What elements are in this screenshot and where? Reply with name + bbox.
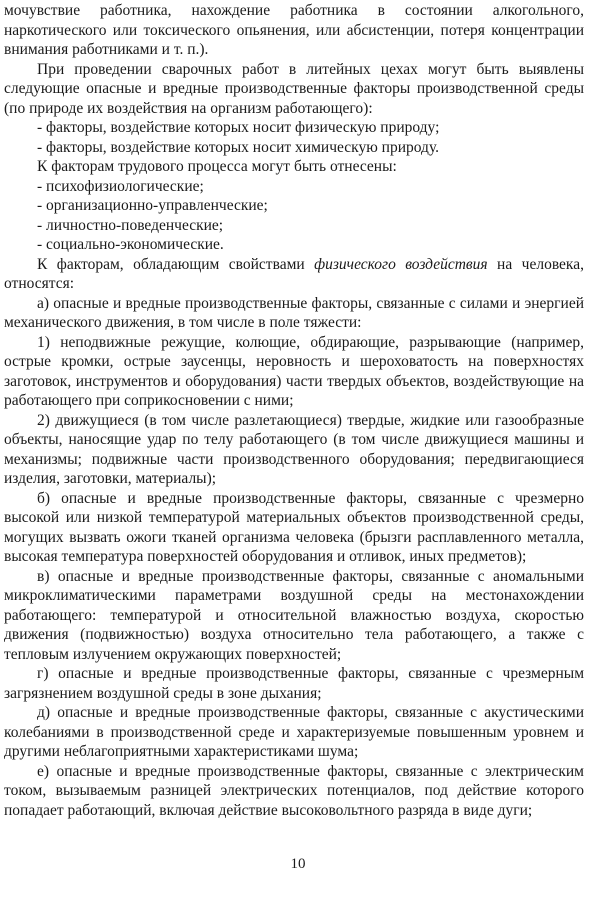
- paragraph: д) опасные и вредные производственные факторы, связанные с акустическими колебаниями в производственной среде и характеризуемые повышенным уровнем и другими неблагоприятными характеристиками шума;: [4, 704, 584, 760]
- paragraph: мочувствие работника, нахождение работника в состоянии алкогольного, наркотического или токсического опьянения, или абсистенции, потеря концентрации внимания работниками и т. п.).: [4, 2, 584, 58]
- paragraph: б) опасные и вредные производственные факторы, связанные с чрезмерно высокой или низкой температурой материальных объектов производственной среды, могущих вызвать ожоги тканей организма человека (брызги расплавленного металла, высокая температура поверхностей оборудования и отливок, иных предметов);: [4, 489, 584, 565]
- paragraph-with-emphasis: [4, 255, 584, 294]
- list-item: - организационно-управленческие;: [37, 197, 268, 214]
- page-body: [4, 1, 584, 820]
- list-item: - психофизиологические;: [37, 177, 204, 195]
- paragraph: а) опасные и вредные производственные факторы, связанные с силами и энергией механического движения, в том числе в поле тяжести:: [4, 294, 584, 331]
- paragraph: г) опасные и вредные производственные факторы, связанные с чрезмерным загрязнением воздушной среды в зоне дыхания;: [4, 665, 584, 702]
- text-run: К факторам, обладающим свойствами: [37, 255, 315, 273]
- paragraph: е) опасные и вредные производственные факторы, связанные с электрическим током, вызываемым разницей электрических потенциалов, под действие которого попадает работающий, включая действие высоковольтного разряда в виде дуги;: [4, 762, 584, 819]
- text-run: на человека, относятся:: [4, 255, 584, 292]
- paragraph: в) опасные и вредные производственные факторы, связанные с аномальными микроклиматическими параметрами воздушной среды на местонахождении работающего: температурой и относительной влажностью воздуха, скоростью движения (подвижностью) воздуха относительно тела работающего, а также с тепловым излучением окружающих поверхностей;: [4, 567, 584, 663]
- paragraph: При проведении сварочных работ в литейных цехах могут быть выявлены следующие опасные и вредные производственные факторы производственной среды (по природе их воздействия на организм работающего):: [4, 60, 584, 117]
- page-number: 10: [290, 856, 306, 872]
- paragraph: 2) движущиеся (в том числе разлетающиеся) твердые, жидкие или газообразные объекты, наносящие удар по телу работающего (в том числе движущиеся машины и механизмы; подвижные части производственного оборудования; передвигающиеся изделия, заготовки, материалы);: [4, 411, 584, 487]
- list-item: - личностно-поведенческие;: [37, 216, 224, 234]
- emphasis-text: физического воздействия: [314, 255, 488, 273]
- list-heading: К факторам трудового процесса могут быть отнесены:: [37, 158, 397, 175]
- list-item: - факторы, воздействие которых носит химическую природу.: [37, 138, 440, 156]
- list-item: - социально-экономические.: [37, 236, 224, 253]
- paragraph: 1) неподвижные режущие, колющие, обдирающие, разрывающие (например, острые кромки, острые заусенцы, неровность и шероховатость на поверхностях заготовок, инструментов и оборудования) части твердых объектов, воздействующие на работающего при соприкосновении с ними;: [4, 333, 584, 409]
- list-item: - факторы, воздействие которых носит физическую природу;: [37, 119, 440, 136]
